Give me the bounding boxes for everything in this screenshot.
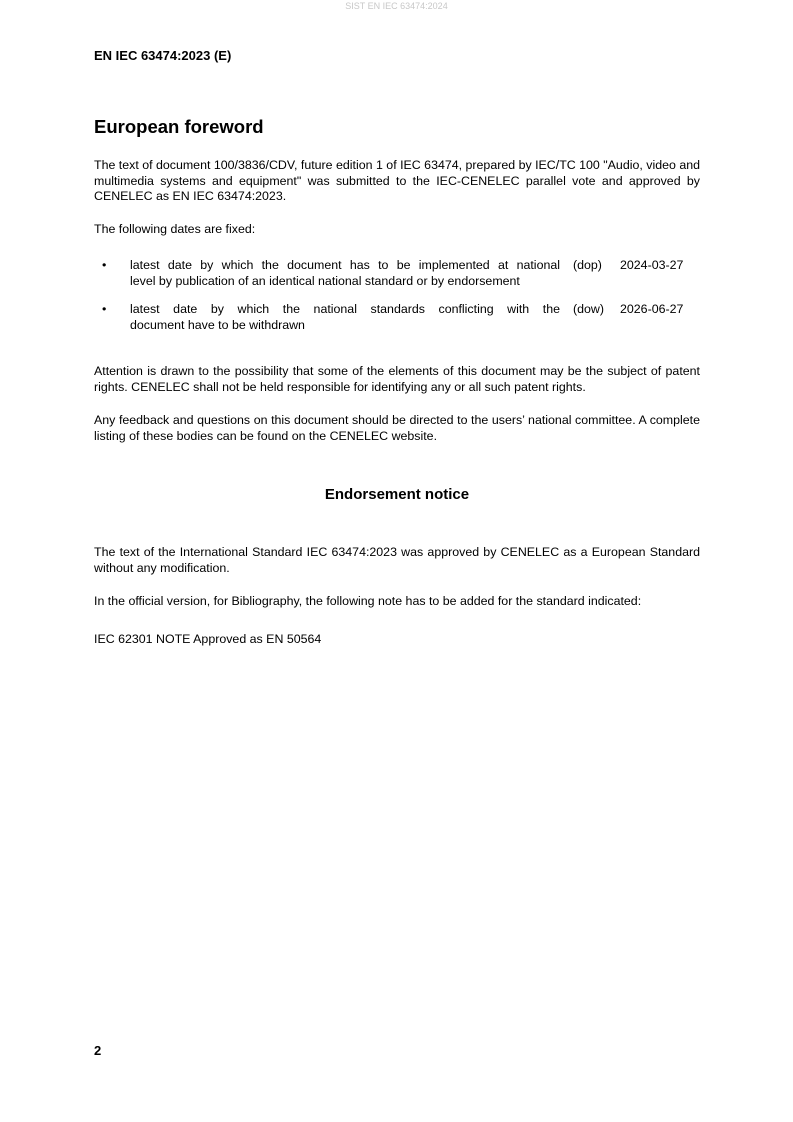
date-item-date: 2026-06-27 <box>620 302 684 316</box>
date-item-code: (dop) <box>573 258 602 272</box>
endorsement-text-paragraph: The text of the International Standard IEC 63474:2023 was approved by CENELEC as a European Standard without any modification. <box>94 545 700 575</box>
foreword-title: European foreword <box>94 116 264 137</box>
endorsement-title: Endorsement notice <box>324 486 470 503</box>
dates-intro-paragraph: The following dates are fixed: <box>94 222 256 236</box>
date-item-line2: document have to be withdrawn <box>130 317 305 332</box>
dates-list <box>94 258 700 346</box>
date-item-line1: latest date by which the national standards conflicting with the <box>130 302 560 316</box>
bibliography-note-entry: IEC 62301 NOTE Approved as EN 50564 <box>94 632 322 646</box>
date-item-description <box>130 302 560 333</box>
date-item-date: 2024-03-27 <box>620 258 684 272</box>
bullet-icon: • <box>102 302 107 316</box>
foreword-intro-paragraph: The text of document 100/3836/CDV, future edition 1 of IEC 63474, prepared by IEC/TC 100 "Audio, video and multimedia systems and equipment" was submitted to the IEC-CENELEC parallel vote and approved by CENELEC as EN IEC 63474:2023. <box>94 158 700 203</box>
date-item-code: (dow) <box>573 302 604 316</box>
bullet-icon: • <box>102 258 107 272</box>
bibliography-note-paragraph: In the official version, for Bibliography, the following note has to be added for the standard indicated: <box>94 594 642 608</box>
date-item-dow <box>94 302 700 346</box>
date-item-line2: level by publication of an identical national standard or by endorsement <box>130 273 520 288</box>
patent-notice-paragraph: Attention is drawn to the possibility that some of the elements of this document may be the subject of patent rights. CENELEC shall not be held responsible for identifying any or all such patent rights. <box>94 364 700 394</box>
date-item-description <box>130 258 560 289</box>
date-item-line1: latest date by which the document has to be implemented at national <box>130 258 560 272</box>
document-id-header: EN IEC 63474:2023 (E) <box>94 48 232 63</box>
feedback-paragraph: Any feedback and questions on this document should be directed to the users’ national committee. A complete listing of these bodies can be found on the CENELEC website. <box>94 413 700 443</box>
watermark: SIST EN IEC 63474:2024 <box>345 1 448 11</box>
page-number: 2 <box>94 1043 102 1058</box>
date-item-dop <box>94 258 700 302</box>
